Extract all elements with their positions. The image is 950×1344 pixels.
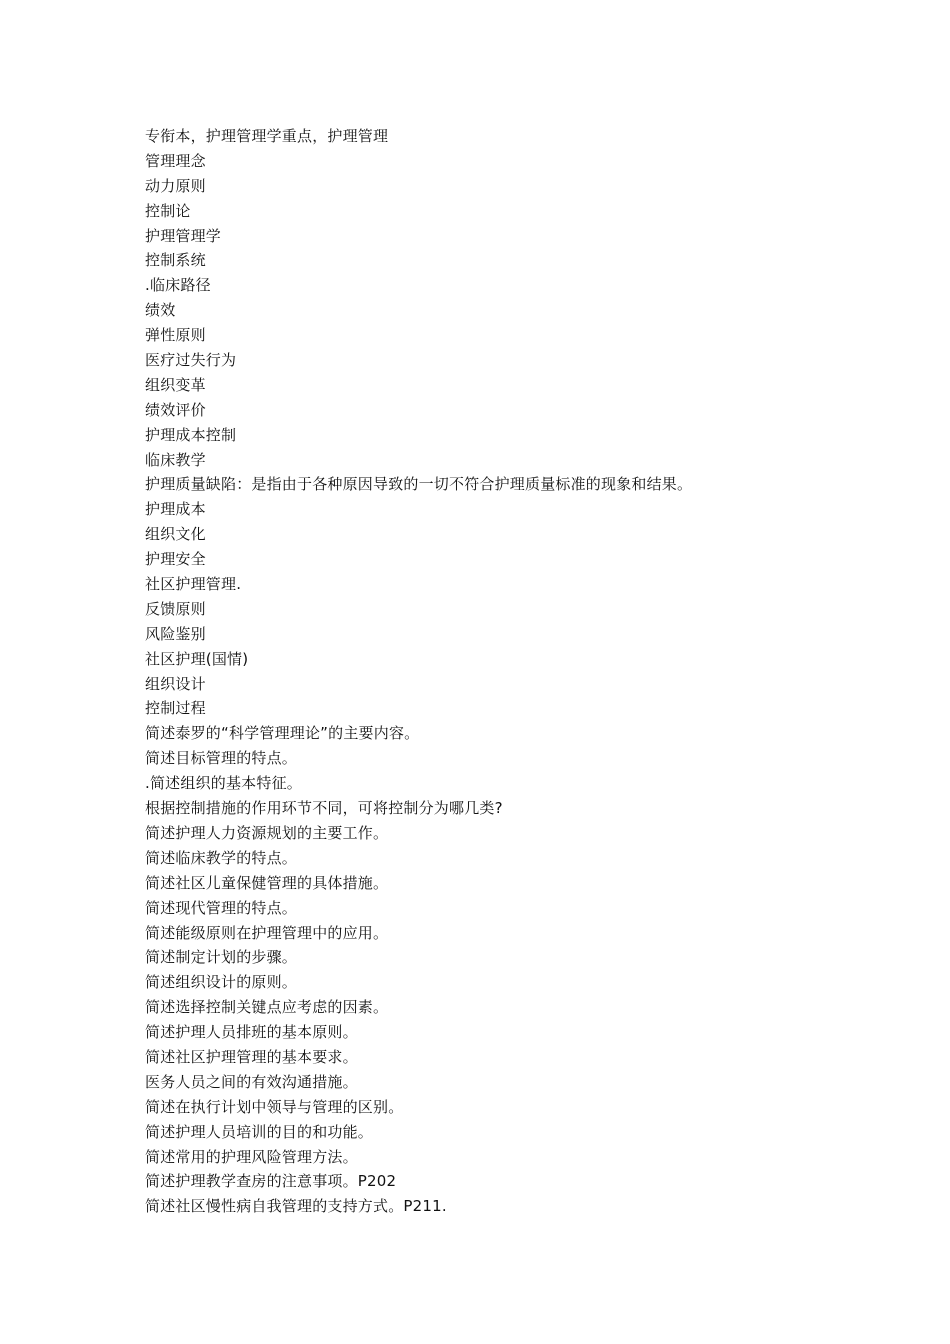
- term-line: .临床路径: [145, 276, 211, 295]
- question-line: 简述组织设计的原则。: [145, 973, 298, 992]
- term-line: 护理成本: [145, 500, 206, 519]
- term-line: 风险鉴别: [145, 624, 206, 643]
- title-line: 专衔本，护理管理学重点，护理管理: [145, 127, 389, 145]
- term-line: 组织设计: [145, 674, 206, 693]
- question-line: .简述组织的基本特征。: [145, 774, 302, 793]
- question-line: 简述常用的护理风险管理方法。: [145, 1147, 358, 1166]
- term-line: 动力原则: [145, 176, 206, 195]
- term-line: 组织文化: [145, 525, 206, 544]
- term-line: 护理管理学: [145, 226, 222, 245]
- document-body: [145, 124, 925, 1219]
- term-line: 社区护理管理.: [145, 575, 242, 594]
- question-line: 简述护理人力资源规划的主要工作。: [145, 823, 389, 842]
- term-line: 反馈原则: [145, 599, 206, 618]
- term-line: 医疗过失行为: [145, 351, 237, 370]
- question-line: 简述现代管理的特点。: [145, 898, 298, 917]
- term-line: 社区护理(国情): [145, 649, 249, 668]
- question-line: 简述临床教学的特点。: [145, 848, 298, 867]
- question-line: 医务人员之间的有效沟通措施。: [145, 1072, 358, 1091]
- definition-line: 护理质量缺陷：是指由于各种原因导致的一切不符合护理质量标准的现象和结果。: [145, 475, 693, 494]
- term-line: 管理理念: [145, 151, 206, 170]
- term-line: 控制系统: [145, 251, 206, 270]
- question-line: 简述护理人员培训的目的和功能。: [145, 1122, 374, 1141]
- question-line: 简述护理人员排班的基本原则。: [145, 1023, 358, 1042]
- term-line: 绩效: [145, 301, 176, 320]
- term-line: 护理成本控制: [145, 425, 237, 444]
- term-line: 绩效评价: [145, 400, 206, 419]
- question-line: 根据控制措施的作用环节不同，可将控制分为哪几类?: [145, 799, 503, 818]
- question-line: 简述社区慢性病自我管理的支持方式。P211.: [145, 1197, 447, 1216]
- term-line: 控制论: [145, 201, 191, 220]
- term-line: 临床教学: [145, 450, 206, 469]
- question-line: 简述社区护理管理的基本要求。: [145, 1047, 358, 1066]
- question-line: 简述目标管理的特点。: [145, 749, 298, 768]
- question-line: 简述在执行计划中领导与管理的区别。: [145, 1097, 404, 1116]
- question-line: 简述能级原则在护理管理中的应用。: [145, 923, 389, 942]
- question-line: 简述社区儿童保健管理的具体措施。: [145, 873, 389, 892]
- question-line: 简述护理教学查房的注意事项。P202: [145, 1172, 397, 1191]
- term-line: 组织变革: [145, 375, 206, 394]
- question-line: 简述泰罗的“科学管理理论”的主要内容。: [145, 724, 420, 743]
- question-line: 简述选择控制关键点应考虑的因素。: [145, 998, 389, 1017]
- term-line: 控制过程: [145, 699, 206, 718]
- term-line: 护理安全: [145, 550, 206, 569]
- term-line: 弹性原则: [145, 326, 206, 345]
- question-line: 简述制定计划的步骤。: [145, 948, 298, 967]
